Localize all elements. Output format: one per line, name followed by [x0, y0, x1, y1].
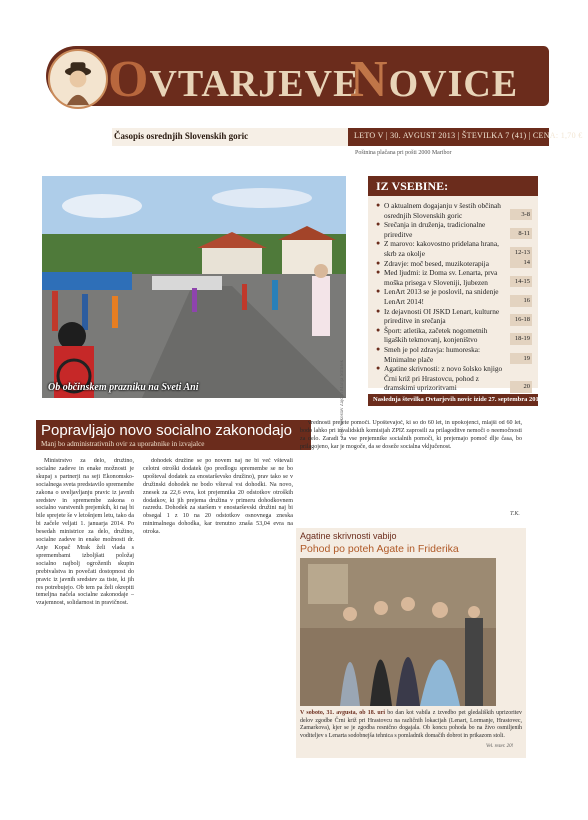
cover-credit: Foto: Vekoslav Zajc in Marija Strmšek — [340, 360, 345, 438]
toc-item[interactable]: ● Šport: atletika, začetek nogometnih ligaških tekmovanj, konjeništvo 18-19 — [376, 325, 530, 345]
bullet-icon: ● — [376, 201, 381, 209]
side-title: Pohod po poteh Agate in Friderika — [300, 543, 459, 555]
bullet-icon: ● — [376, 268, 381, 277]
toc-page: 19 — [510, 353, 532, 365]
toc-page: 16-18 — [510, 314, 532, 326]
postal-note: Poštnina plačana pri pošti 2000 Maribor — [355, 150, 452, 156]
cover-photo — [42, 176, 346, 398]
toc-item[interactable]: ● Agatine skrivnosti: z novo šolsko knjigo Črni križ pri Hrastovcu, pohod z dramskimi uprizoritvami 20 — [376, 364, 530, 393]
toc-page: 14-15 — [510, 276, 532, 288]
masthead-tagline: Časopis osrednjih Slovenskih goric — [114, 131, 249, 141]
bullet-icon: ● — [376, 258, 381, 267]
ovtar-logo-icon — [48, 49, 108, 109]
article-author: T.K. — [510, 511, 520, 517]
article-column-1: Ministrstvo za delo, družino, socialne zadeve in enake možnosti je skupaj s partnerji na seji Ekonomsko-socialnega sveta predstavilo spremembe zakona o uveljavljanju pravic iz javnih sredstev in spremembe zakona o socialno varstvenih prejemkih, ki naj bi bile sprejete še v letošnjem letu, tako da bi začele veljati 1. januarja 2014. Po besedah ministrice za delo, družino, socialne zadeve in enake možnosti dr. Anje Kopač Mrak želi vlada s spremembami izboljšati položaj socialno najbolj ogroženih skupin prebivalstva in povečati dostopnost do pravic iz javnih sredstev za tiste, ki jih res potrebujejo. Ob tem pa želi okrepiti temeljna načela socialne zakonodaje – vzajemnost, solidarnost in pravičnost. — [36, 458, 134, 607]
issue-info: LETO V | 30. AVGUST 2013 | ŠTEVILKA 7 (41) | CENA: 1,70 € — [354, 131, 583, 140]
toc-item[interactable]: ● LenArt 2013 se je poslovil, na snidenje LenArt 2014! 16 — [376, 287, 530, 306]
article-title: Popravljajo novo socialno zakonodajo — [41, 422, 293, 439]
toc-item[interactable]: ● Zdravje: moč besed, muzikoterapija 14 — [376, 258, 530, 268]
toc-page: 8-11 — [510, 228, 532, 240]
toc-page: 16 — [510, 295, 532, 307]
toc-title: IZ VSEBINE: — [376, 179, 449, 193]
masthead-title-right: NOVICE — [350, 51, 519, 108]
article-subtitle: Manj bo administrativnih ovir za uporabnike in izvajalce — [41, 440, 205, 448]
article-column-2: dohodek družine se po novem naj ne bi več vštevali celotni otroški dodatek (po predlogu spremembe se ne bo upošteval dodatek za enostarševsko družino), prav tako se v družinski dohodek ne bodo všteval vsi dohodki. Na novo, znesek za 22,6 evra, kot prejemnika 20 odstotkov otroških dodatkov, ki jih prejema družina v primeru dohodkovnem razredu. Dohodek za staršem v enostarševski družini naj bi obsegal 1 z 10 na 20 odstotkov osnovnega zneska minimalnega dohodka, kar trenutno znaša 53,04 evra na otroka. — [143, 458, 293, 536]
toc-item[interactable]: ● Med ljudmi: iz Doma sv. Lenarta, prva moška prisega v Sloveniji, ljubezen 14-15 — [376, 268, 530, 287]
bullet-icon: ● — [376, 364, 381, 373]
toc-item[interactable]: ● Srečanja in druženja, tradicionalne prireditve 8-11 — [376, 220, 530, 239]
article-column-3: vrednosti prejete pomoči. Upoštevajoč, ki so do 60 let, in upokojenci, mlajši od 60 let, bodo lahko pri invalidskih komisijah ZPIZ zaprosili za prilagoditve nemoči o neemočnosti za delo. Zaradi za vse prejemnike socialnih pomoči, ki prejemajo pomoč dlje časa, bo prilagojeno, kar je mogoče, da se doseže socialna vključenost. — [300, 420, 522, 450]
toc-item[interactable]: ● O aktualnem dogajanju v šestih občinah osrednjih Slovenskih goric 3-8 — [376, 201, 530, 220]
next-issue-text: Naslednja številka Ovtarjevih novic izide 27. septembra 2013 — [373, 396, 542, 403]
cover-caption: Ob občinskem prazniku na Sveti Ani — [48, 382, 199, 393]
side-credit: Vel. rezer. 20! — [486, 744, 514, 749]
masthead-title-left: OVTARJEVE — [108, 51, 360, 108]
side-kicker: Agatine skrivnosti vabijo — [300, 531, 397, 541]
toc-page: 20 — [510, 381, 532, 393]
bullet-icon: ● — [376, 220, 381, 229]
toc-item[interactable]: ● Z marovo: kakovostno pridelana hrana, skrb za okolje 12-13 — [376, 239, 530, 258]
bullet-icon: ● — [376, 239, 381, 248]
toc-list — [368, 201, 538, 393]
toc-page: 12-13 — [510, 247, 532, 259]
toc-page: 14 — [510, 257, 532, 269]
toc-page: 3-8 — [510, 209, 532, 221]
side-photo — [300, 558, 496, 706]
bullet-icon: ● — [376, 306, 381, 315]
side-text: V soboto, 31. avgusta, ob 18. uri bo dan kot vabila z izvedbo pet gledaliških uprizoritev delov zgodbe Črni križ pri Hrastovcu na različnih lokacijah (Lenart, Lormanje, Hrastovec, Zamarkova), kjer se je zgodba resnično dogajala. Ob koncu pohoda bo na živo osmiljenih voditeljev s Lenarta sodobnejša tehnica s pomladnik domačih dobrot in prikazom stoli. — [300, 710, 522, 739]
bullet-icon: ● — [376, 287, 381, 296]
bullet-icon: ● — [376, 344, 381, 353]
toc-item[interactable]: ● Iz dejavnosti OI JSKD Lenart, kulturne prireditve in srečanja 16-18 — [376, 306, 530, 326]
bullet-icon: ● — [376, 325, 381, 334]
toc-item[interactable]: ● Smeh je pol zdravja: humoreska: Minimalne plače 19 — [376, 344, 530, 364]
toc-page: 18-19 — [510, 333, 532, 345]
